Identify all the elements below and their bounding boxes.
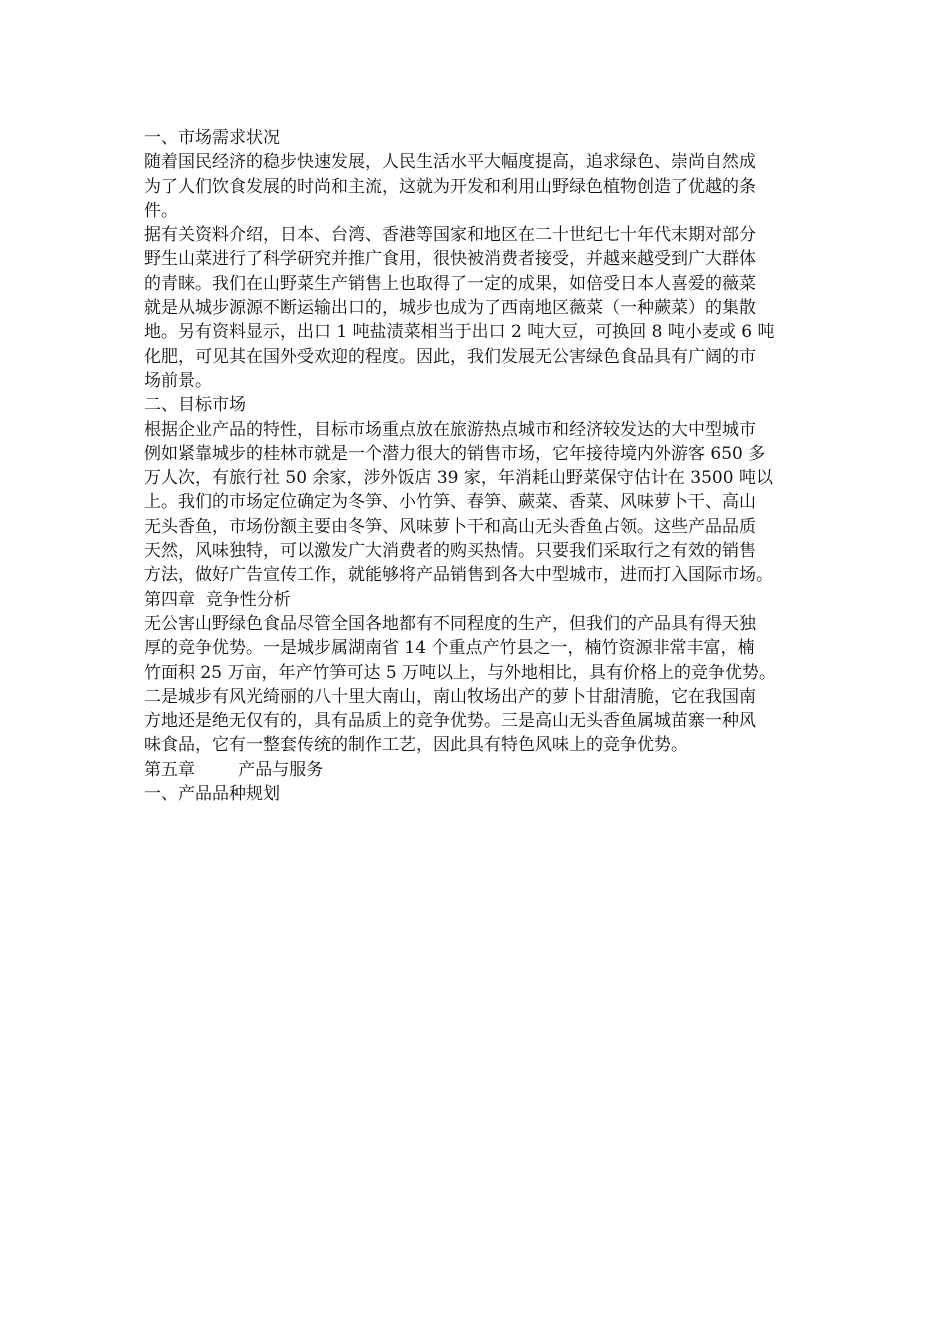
paragraph-line: 竹面积 25 万亩，年产竹笋可达 5 万吨以上，与外地相比，具有价格上的竞争优势。 xyxy=(144,662,777,683)
paragraph-line: 的青睐。我们在山野菜生产销售上也取得了一定的成果，如倍受日本人喜爱的薇菜 xyxy=(144,273,756,294)
paragraph-line: 地。另有资料显示，出口 1 吨盐渍菜相当于出口 2 吨大豆，可换回 8 吨小麦或 6 吨 xyxy=(144,322,775,343)
paragraph-line: 厚的竞争优势。一是城步属湖南省 14 个重点产竹县之一，楠竹资源非常丰富，楠 xyxy=(144,638,755,659)
paragraph-line: 上。我们的市场定位确定为冬笋、小竹笋、春笋、蕨菜、香菜、风味萝卜干、高山 xyxy=(144,492,756,513)
paragraph-line: 件。 xyxy=(144,200,178,221)
paragraph-line: 万人次，有旅行社 50 余家，涉外饭店 39 家，年消耗山野菜保守估计在 3500 吨以 xyxy=(144,468,773,489)
paragraph-line: 例如紧靠城步的桂林市就是一个潜力很大的销售市场，它年接待境内外游客 650 多 xyxy=(144,443,766,464)
paragraph-line: 二是城步有风光绮丽的八十里大南山，南山牧场出产的萝卜甘甜清脆，它在我国南 xyxy=(144,686,756,707)
paragraph-line: 根据企业产品的特性，目标市场重点放在旅游热点城市和经济较发达的大中型城市 xyxy=(144,419,756,440)
paragraph-line: 据有关资料介绍，日本、台湾、香港等国家和地区在二十世纪七十年代末期对部分 xyxy=(144,225,756,246)
section-heading-target-market: 二、目标市场 xyxy=(144,395,246,416)
paragraph-line: 就是从城步源源不断运输出口的，城步也成为了西南地区薇菜（一种蕨菜）的集散 xyxy=(144,298,756,319)
chapter-heading-products: 第五章 产品与服务 xyxy=(144,759,324,780)
paragraph-line: 方法，做好广告宣传工作，就能够将产品销售到各大中型城市，进而打入国际市场。 xyxy=(144,565,773,586)
paragraph-line: 方地还是绝无仅有的，具有品质上的竞争优势。三是高山无头香鱼属城苗寨一种风 xyxy=(144,711,756,732)
paragraph-line: 化肥，可见其在国外受欢迎的程度。因此，我们发展无公害绿色食品具有广阔的市 xyxy=(144,346,756,367)
chapter-heading-competition: 第四章 竞争性分析 xyxy=(144,589,291,610)
paragraph-line: 无头香鱼，市场份额主要由冬笋、风味萝卜干和高山无头香鱼占领。这些产品品质 xyxy=(144,516,756,537)
paragraph-line: 为了人们饮食发展的时尚和主流，这就为开发和利用山野绿色植物创造了优越的条 xyxy=(144,176,756,197)
section-heading-product-planning: 一、产品品种规划 xyxy=(144,784,280,805)
paragraph-line: 天然，风味独特，可以激发广大消费者的购买热情。只要我们采取行之有效的销售 xyxy=(144,541,756,562)
paragraph-line: 野生山菜进行了科学研究并推广食用，很快被消费者接受，并越来越受到广大群体 xyxy=(144,249,756,270)
section-heading-market-demand: 一、市场需求状况 xyxy=(144,128,280,148)
paragraph-line: 场前景。 xyxy=(144,370,212,391)
paragraph-line: 随着国民经济的稳步快速发展，人民生活水平大幅度提高，追求绿色、崇尚自然成 xyxy=(144,152,756,173)
document-body xyxy=(144,126,824,806)
paragraph-line: 无公害山野绿色食品尽管全国各地都有不同程度的生产，但我们的产品具有得天独 xyxy=(144,613,756,634)
paragraph-line: 味食品，它有一整套传统的制作工艺，因此具有特色风味上的竞争优势。 xyxy=(144,735,688,756)
